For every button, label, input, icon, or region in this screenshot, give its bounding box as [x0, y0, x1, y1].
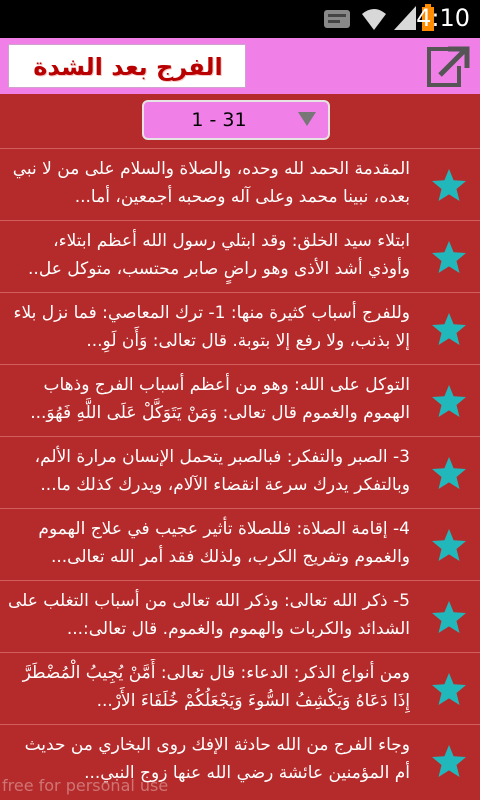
star-icon[interactable] — [430, 239, 468, 275]
status-time: 4:10 — [416, 4, 470, 32]
chevron-down-icon — [298, 112, 316, 128]
star-icon[interactable] — [430, 671, 468, 707]
list-item[interactable] — [0, 580, 480, 652]
share-export-icon[interactable] — [426, 42, 472, 90]
star-icon[interactable] — [430, 455, 468, 491]
list-item[interactable] — [0, 436, 480, 508]
star-icon[interactable] — [430, 743, 468, 779]
range-value: 1 - 31 — [191, 109, 247, 131]
star-icon[interactable] — [430, 527, 468, 563]
list-item-text: المقدمة الحمد لله وحده، والصلاة والسلام على من لا نبي بعده، نبينا محمد وعلى آله وصحبه أجمعين، أما... — [12, 159, 410, 207]
wifi-icon — [360, 0, 388, 38]
list-item[interactable] — [0, 148, 480, 220]
title-banner — [8, 44, 246, 88]
topics-list — [0, 148, 480, 800]
app-header — [0, 38, 480, 94]
watermark-text: free for personal use — [2, 776, 169, 795]
star-icon[interactable] — [430, 599, 468, 635]
list-item-text: 3- الصبر والتفكر: فبالصبر يتحمل الإنسان مرارة الألم، وبالتفكر يدرك سرعة انقضاء الآلام، ويدرك كذلك ما... — [34, 447, 410, 495]
list-item-text: وجاء الفرج من الله حادثة الإفك روى البخاري من حديث أم المؤمنين عائشة رضي الله عنها زوج النبي... — [24, 735, 410, 783]
list-item-text: وللفرج أسباب كثيرة منها: 1- ترك المعاصي: فما نزل بلاء إلا بذنب، ولا رفع إلا بتوبة. قال تعالى: وَأَن لَوِ... — [13, 303, 410, 351]
list-item[interactable] — [0, 364, 480, 436]
list-item-text: 5- ذكر الله تعالى: وذكر الله تعالى من أسباب التغلب على الشدائد والكربات والهموم والغموم. قال تعالى:... — [7, 591, 410, 639]
list-item[interactable] — [0, 292, 480, 364]
status-bar — [0, 0, 480, 38]
range-dropdown[interactable] — [142, 100, 330, 140]
star-icon[interactable] — [430, 383, 468, 419]
star-icon[interactable] — [430, 167, 468, 203]
app-title: الفرج بعد الشدة — [33, 53, 223, 81]
list-item-text: 4- إقامة الصلاة: فللصلاة تأثير عجيب في علاج الهموم والغموم وتفريج الكرب، ولذلك فقد أمر الله تعالى... — [38, 519, 410, 567]
list-item[interactable] — [0, 652, 480, 724]
list-item[interactable] — [0, 508, 480, 580]
list-item-text: التوكل على الله: وهو من أعظم أسباب الفرج وذهاب الهموم والغموم قال تعالى: وَمَنْ يَتَوَكَّلْ عَلَى اللَّهِ فَهُوَ... — [30, 375, 410, 423]
star-icon[interactable] — [430, 311, 468, 347]
list-item-text: ومن أنواع الذكر: الدعاء: قال تعالى: أَمَّنْ يُجِيبُ الْمُضْطَرَّ إِذَا دَعَاهُ وَيَكْشِفُ السُّوءَ وَيَجْعَلُكُمْ خُلَفَاءَ الأَرْ... — [22, 663, 410, 711]
range-selector-row — [0, 94, 480, 148]
list-item-text: ابتلاء سيد الخلق: وقد ابتلي رسول الله أعظم ابتلاء، وأوذي أشد الأذى وهو راضٍ صابر محتسب، متوكل عل.. — [28, 231, 410, 279]
notification-icon — [318, 0, 358, 38]
list-item[interactable] — [0, 220, 480, 292]
